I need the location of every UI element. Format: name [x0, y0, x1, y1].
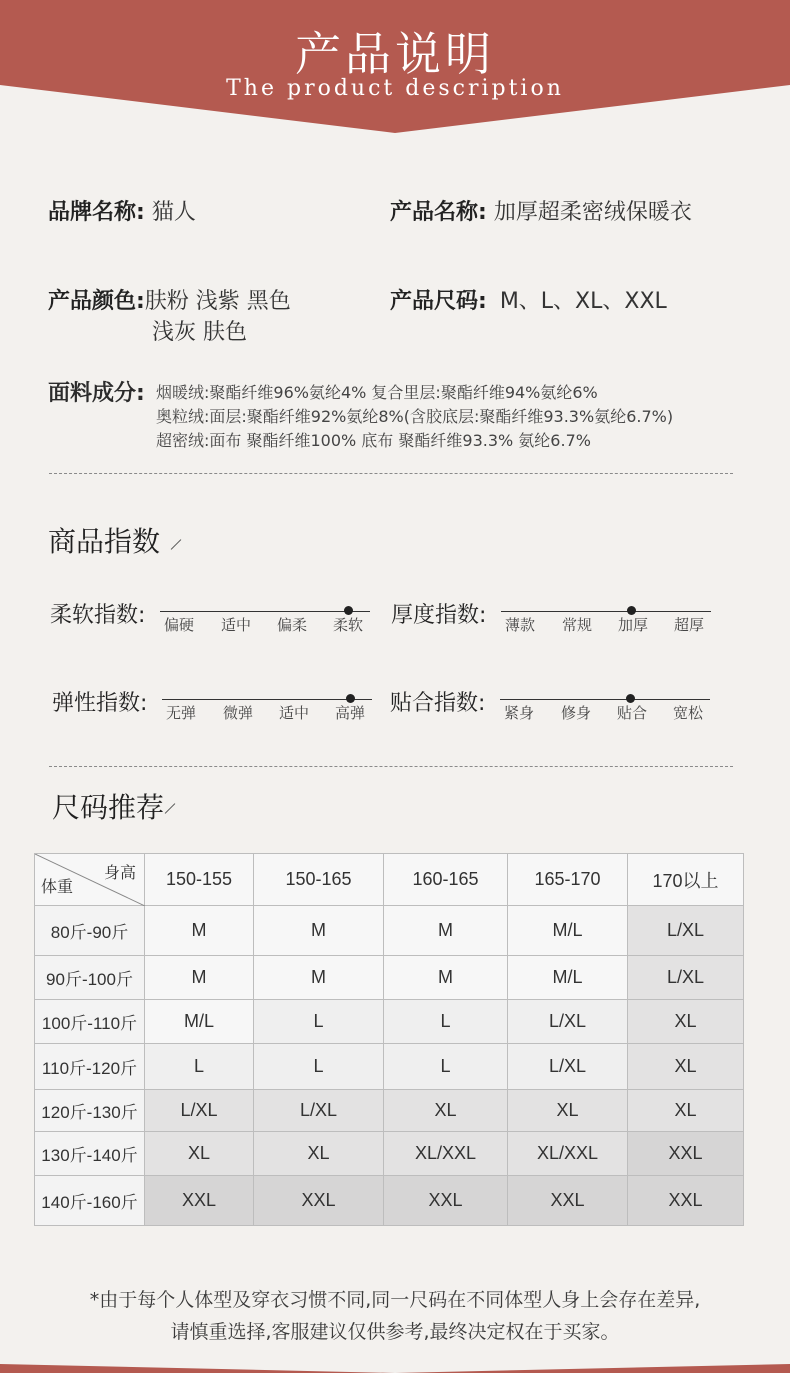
corner-height-label: 身高: [103, 865, 136, 882]
disclaimer-line2: 请慎重选择,客服建议仅供参考,最终决定权在于买家。: [170, 1321, 620, 1343]
weight-cell: 100斤-110斤: [35, 1000, 145, 1044]
indices-title: 商品指数: [48, 525, 161, 558]
product-name-field: [390, 197, 692, 229]
size-cell: L/XL: [628, 906, 744, 956]
size-cell: M: [254, 906, 384, 956]
weight-cell: 140斤-160斤: [35, 1176, 145, 1226]
size-cell: M: [145, 906, 254, 956]
product-name-value: 加厚超柔密绒保暖衣: [493, 200, 692, 225]
weight-cell: 120斤-130斤: [35, 1090, 145, 1132]
size-cell: XL/XXL: [384, 1132, 508, 1176]
size-cell: L: [254, 1000, 384, 1044]
column-header: 165-170: [508, 854, 628, 906]
column-header: 160-165: [384, 854, 508, 906]
size-cell: XXL: [628, 1176, 744, 1226]
index-label: 贴合指数:: [390, 691, 486, 716]
index-track: [500, 699, 710, 700]
size-cell: XL: [254, 1132, 384, 1176]
column-header: 150-165: [254, 854, 384, 906]
size-cell: M/L: [508, 956, 628, 1000]
table-row: [35, 956, 744, 1000]
size-cell: XXL: [254, 1176, 384, 1226]
index-label: 柔软指数:: [50, 603, 146, 628]
brand-value: 猫人: [151, 200, 196, 225]
index-option: 紧身: [503, 704, 534, 722]
color-field-line2: [152, 317, 247, 349]
index-track: [160, 611, 370, 612]
page-title: 产品说明: [295, 27, 495, 81]
size-cell: L/XL: [508, 1044, 628, 1090]
size-field: [390, 286, 667, 318]
weight-cell: 110斤-120斤: [35, 1044, 145, 1090]
index-option: 贴合: [616, 704, 647, 722]
table-row: [35, 1044, 744, 1090]
color-value-line1: 肤粉 浅紫 黑色: [144, 289, 291, 314]
divider: [49, 473, 733, 474]
index-option: 加厚: [617, 616, 648, 634]
table-row: [35, 1132, 744, 1176]
size-cell: XL: [384, 1090, 508, 1132]
index-track: [162, 699, 372, 700]
size-cell: L/XL: [145, 1090, 254, 1132]
size-cell: L: [384, 1044, 508, 1090]
weight-cell: 90斤-100斤: [35, 956, 145, 1000]
index-option: 高弹: [334, 704, 365, 722]
weight-cell: 130斤-140斤: [35, 1132, 145, 1176]
index-option: 无弹: [165, 704, 196, 722]
size-cell: M: [384, 956, 508, 1000]
size-cell: XL: [628, 1090, 744, 1132]
column-header: 150-155: [145, 854, 254, 906]
index-label: 弹性指数:: [52, 691, 148, 716]
table-row: [35, 1176, 744, 1226]
size-cell: L/XL: [628, 956, 744, 1000]
size-cell: M/L: [145, 1000, 254, 1044]
disclaimer-line1: *由于每个人体型及穿衣习惯不同,同一尺码在不同体型人身上会存在差异,: [89, 1289, 701, 1311]
index-elasticity: [52, 686, 382, 736]
index-track: [501, 611, 711, 612]
size-cell: L: [145, 1044, 254, 1090]
fabric-label: 面料成分:: [48, 381, 145, 406]
size-cell: M: [254, 956, 384, 1000]
size-table: [34, 853, 744, 1226]
index-softness: [50, 598, 380, 648]
size-cell: L: [254, 1044, 384, 1090]
title-slash-decoration: [165, 803, 176, 814]
fabric-line: 超密绒:面布 聚酯纤维100% 底布 聚酯纤维93.3% 氨纶6.7%: [156, 431, 591, 450]
index-thickness: [391, 598, 721, 648]
size-cell: L/XL: [508, 1000, 628, 1044]
size-cell: XL/XXL: [508, 1132, 628, 1176]
size-cell: XL: [508, 1090, 628, 1132]
size-value: M、L、XL、XXL: [499, 289, 667, 314]
table-corner-cell: [35, 854, 145, 906]
size-cell: M: [384, 906, 508, 956]
index-selected-marker: [627, 606, 636, 615]
index-label: 厚度指数:: [391, 603, 487, 628]
color-field: [48, 286, 291, 318]
size-cell: L/XL: [254, 1090, 384, 1132]
index-option: 偏柔: [276, 616, 307, 634]
size-recommend-title: 尺码推荐: [52, 791, 165, 824]
size-cell: XXL: [384, 1176, 508, 1226]
divider: [49, 766, 733, 767]
weight-cell: 80斤-90斤: [35, 906, 145, 956]
table-header-row: [35, 854, 744, 906]
index-selected-marker: [344, 606, 353, 615]
index-option: 微弹: [222, 704, 253, 722]
page-subtitle: The product description: [226, 76, 564, 101]
index-fit: [390, 686, 720, 736]
index-option: 超厚: [673, 616, 704, 634]
corner-weight-label: 体重: [41, 879, 74, 896]
index-selected-marker: [346, 694, 355, 703]
size-cell: XXL: [145, 1176, 254, 1226]
title-slash-decoration: [171, 539, 182, 550]
index-option: 薄款: [504, 616, 535, 634]
index-option: 偏硬: [163, 616, 194, 634]
table-row: [35, 1000, 744, 1044]
fabric-line: 奥粒绒:面层:聚酯纤维92%氨纶8%(含胶底层:聚酯纤维93.3%氨纶6.7%): [156, 407, 674, 426]
table-row: [35, 906, 744, 956]
size-cell: XXL: [628, 1132, 744, 1176]
index-option: 柔软: [332, 616, 363, 634]
product-name-label: 产品名称:: [390, 200, 487, 225]
size-cell: XXL: [508, 1176, 628, 1226]
table-row: [35, 1090, 744, 1132]
index-option: 适中: [220, 616, 251, 634]
size-cell: M/L: [508, 906, 628, 956]
size-cell: XL: [628, 1044, 744, 1090]
index-option: 修身: [560, 704, 591, 722]
color-value-line2: 浅灰 肤色: [152, 320, 247, 345]
color-label: 产品颜色:: [48, 289, 145, 314]
size-cell: L: [384, 1000, 508, 1044]
size-cell: XL: [628, 1000, 744, 1044]
footer-banner: [0, 1360, 790, 1373]
index-option: 适中: [278, 704, 309, 722]
size-label: 产品尺码:: [390, 289, 487, 314]
brand-label: 品牌名称:: [48, 200, 145, 225]
index-option: 宽松: [672, 704, 703, 722]
fabric-line: 烟暖绒:聚酯纤维96%氨纶4% 复合里层:聚酯纤维94%氨纶6%: [156, 383, 598, 402]
size-cell: XL: [145, 1132, 254, 1176]
column-header: 170以上: [628, 854, 744, 906]
index-option: 常规: [561, 616, 592, 634]
size-cell: M: [145, 956, 254, 1000]
index-selected-marker: [626, 694, 635, 703]
brand-field: [48, 197, 196, 229]
